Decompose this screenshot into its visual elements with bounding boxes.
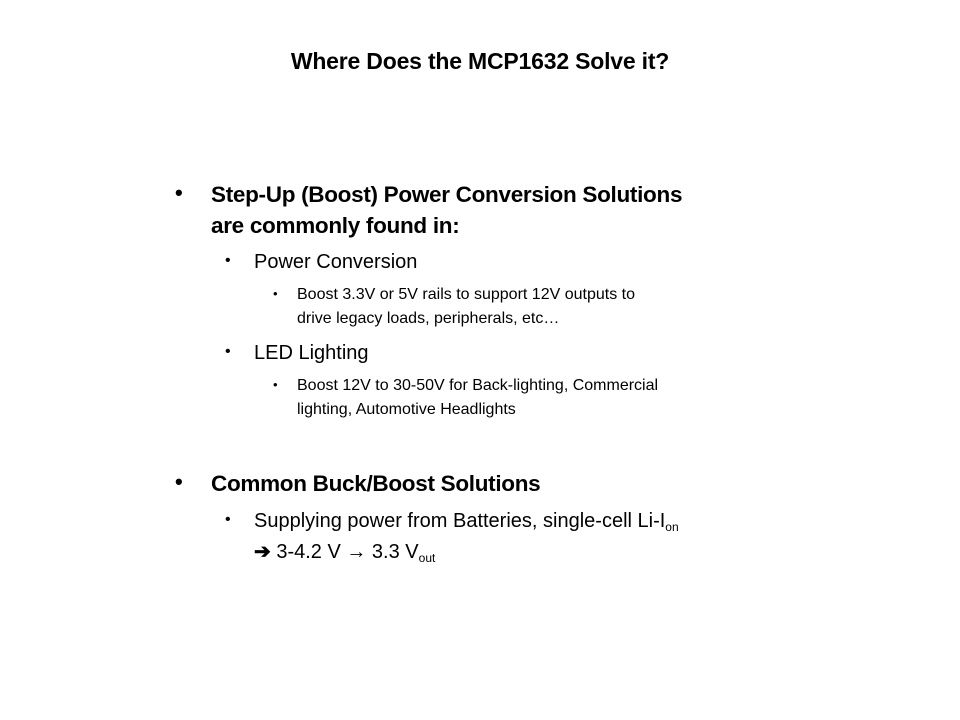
item-detail-line1: Boost 3.3V or 5V rails to support 12V outputs to bbox=[297, 286, 635, 303]
bullet-icon: • bbox=[273, 286, 278, 301]
item-label-line1 bbox=[254, 510, 679, 533]
item-label: Power Conversion bbox=[254, 251, 418, 273]
arrow-right-heavy-icon: ➔ bbox=[254, 541, 271, 563]
arrow-right-icon: → bbox=[346, 541, 367, 563]
section-heading-line1: Common Buck/Boost Solutions bbox=[211, 471, 541, 496]
bullet-icon: • bbox=[225, 511, 231, 528]
voltage-range-text: 3-4.2 V bbox=[270, 541, 347, 563]
subscript-on: on bbox=[665, 520, 679, 534]
bullet-icon: • bbox=[175, 180, 183, 205]
bullet-icon: • bbox=[225, 252, 231, 269]
bullet-icon: • bbox=[273, 377, 278, 392]
voltage-out-text: 3.3 V bbox=[366, 541, 419, 563]
section-heading-line2: are commonly found in: bbox=[211, 213, 460, 238]
section-heading-line1: Step-Up (Boost) Power Conversion Solutions bbox=[211, 182, 683, 207]
subscript-out: out bbox=[418, 551, 436, 565]
slide-title: Where Does the MCP1632 Solve it? bbox=[290, 48, 670, 74]
bullet-icon: • bbox=[175, 469, 183, 494]
item-detail-line2: lighting, Automotive Headlights bbox=[297, 401, 516, 418]
item-label-text: Supplying power from Batteries, single-cell Li-I bbox=[254, 510, 666, 532]
item-detail-line1: Boost 12V to 30-50V for Back-lighting, Commercial bbox=[297, 377, 659, 394]
item-label-line2 bbox=[254, 539, 435, 564]
bullet-icon: • bbox=[225, 343, 231, 360]
item-detail-line2: drive legacy loads, peripherals, etc… bbox=[297, 310, 560, 327]
item-label: LED Lighting bbox=[254, 342, 369, 364]
